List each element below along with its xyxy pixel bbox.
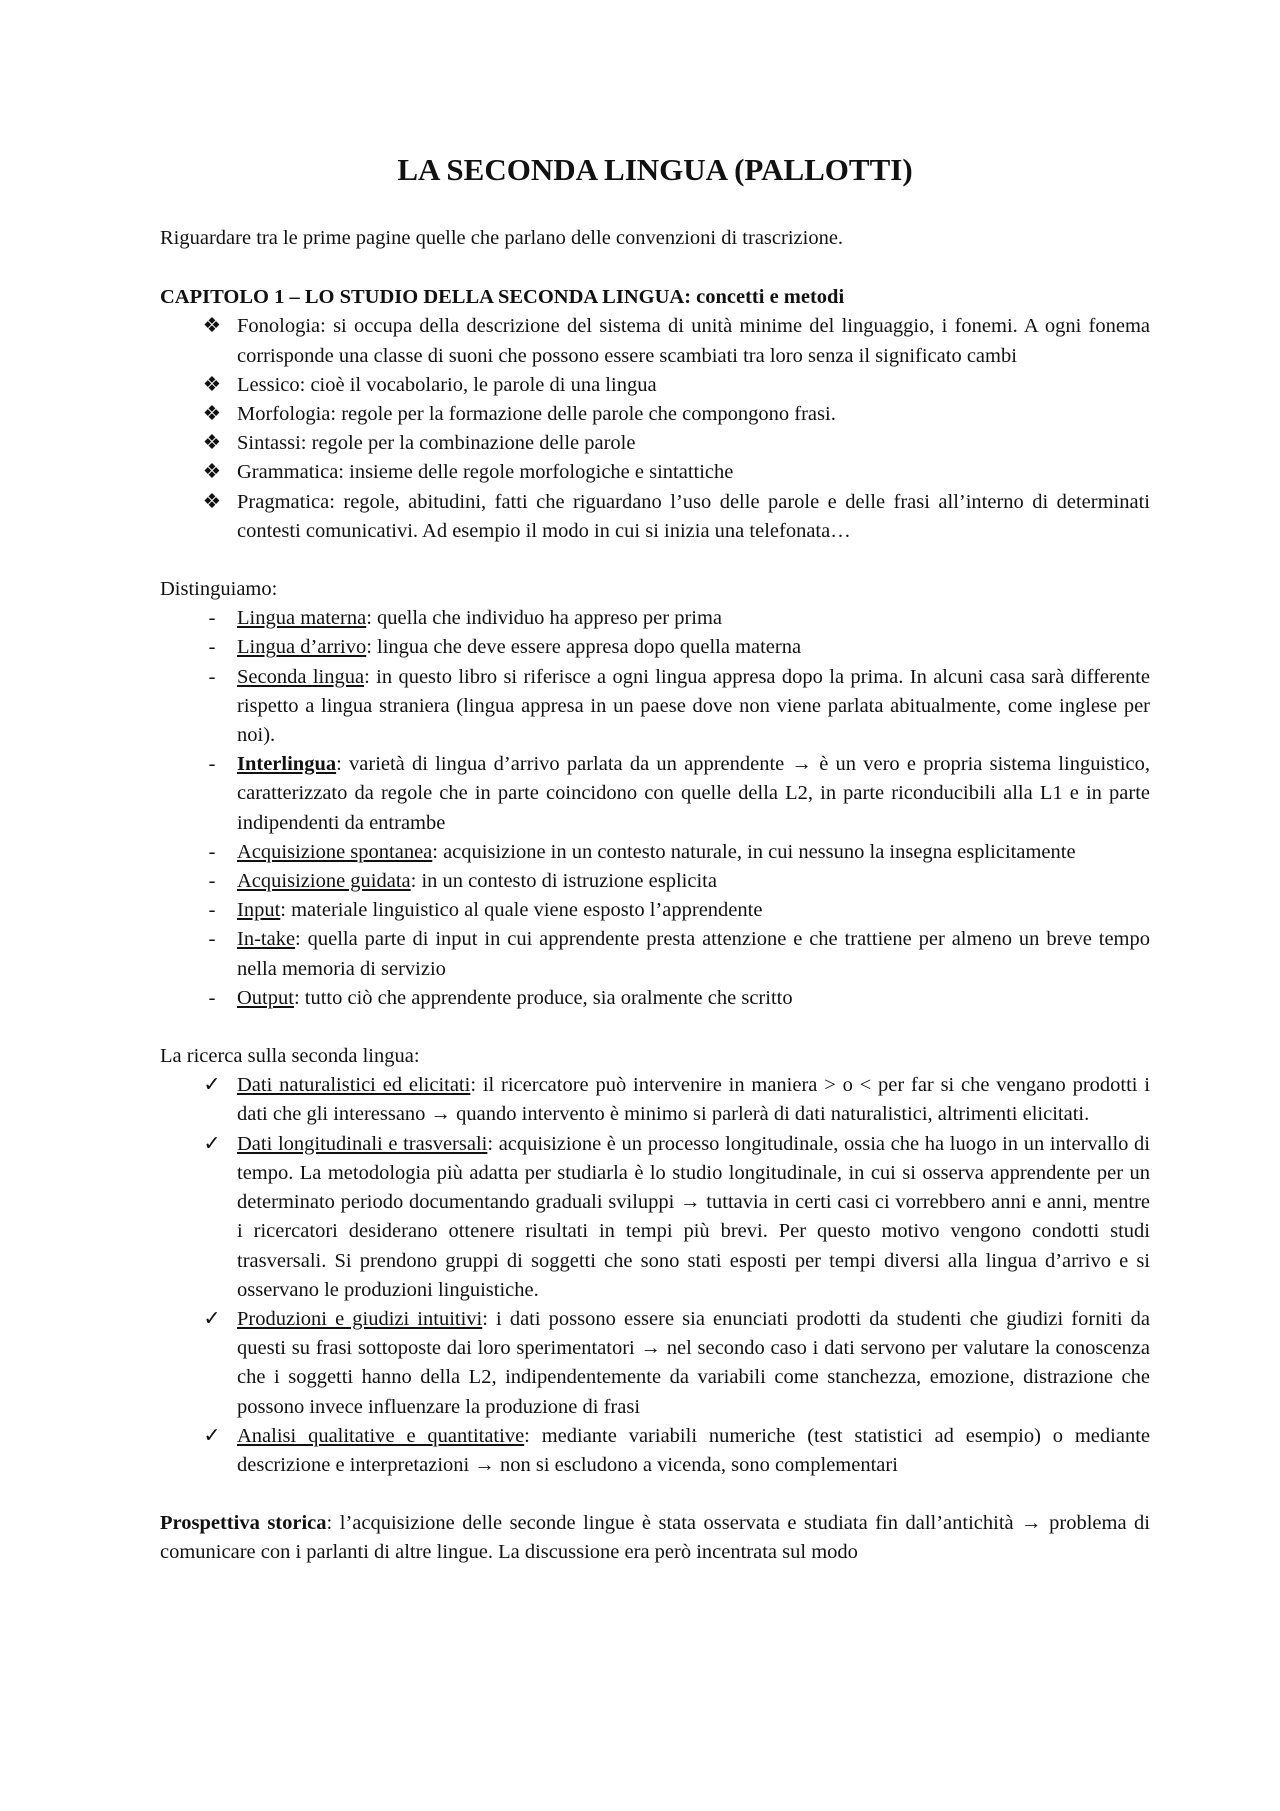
diamond-bullet-icon: ❖	[202, 315, 222, 338]
definitions-list	[160, 604, 1150, 1013]
diamond-bullet-icon: ❖	[202, 432, 222, 455]
list-item: - Acquisizione guidata: in un contesto di istruzione esplicita	[160, 867, 1150, 896]
list-item: - Lingua d’arrivo: lingua che deve essere appresa dopo quella materna	[160, 633, 1150, 662]
dash-bullet: -	[208, 607, 216, 630]
research-list	[160, 1071, 1150, 1480]
term: Lingua d’arrivo	[237, 636, 367, 659]
dash-bullet: -	[208, 753, 216, 776]
list-item: ✓ Dati naturalistici ed elicitati: il ricercatore può intervenire in maniera > o < per far si che vengano prodotti i dati che gli interessano → quando intervento è minimo si parlerà di dati naturalistici, altrimenti elicitati.	[160, 1071, 1150, 1129]
term: Lingua materna	[237, 607, 367, 630]
dash-bullet: -	[208, 665, 216, 688]
list-item: ✓ Produzioni e giudizi intuitivi: i dati possono essere sia enunciati prodotti da studenti che giudizi forniti da questi su frasi sottoposte dai loro sperimentatori → nel secondo caso i dati servono per valutare la conoscenza che i soggetti hanno della L2, indipendentemente da variabili come stanchezza, emozione, distrazione che possono invece influenzare la produzione di frasi	[160, 1305, 1150, 1422]
term: Seconda lingua	[237, 665, 365, 688]
term: In-take	[237, 928, 296, 951]
checkmark-bullet-icon: ✓	[203, 1074, 221, 1097]
chapter1-list	[160, 312, 1150, 546]
chapter-heading: CAPITOLO 1 – LO STUDIO DELLA SECONDA LINGUA: concetti e metodi	[160, 286, 845, 309]
dash-bullet: -	[208, 636, 216, 659]
list-item: ✓ Dati longitudinali e trasversali: acquisizione è un processo longitudinale, ossia che ha luogo in un intervallo di tempo. La metodologia più adatta per studiarla è lo studio longitudinale, in cui si osserva apprendente per un determinato periodo documentando graduali sviluppi → tuttavia in certi casi ci vorrebbero anni e anni, mentre i ricercatori desiderano ottenere risultati in tempi più brevi. Per questo motivo vengono condotti studi trasversali. Si prendono gruppi di soggetti che sono stati esposti per tempi diversi alla lingua d’arrivo e si osservano le produzioni linguistiche.	[160, 1130, 1150, 1305]
checkmark-bullet-icon: ✓	[203, 1424, 221, 1447]
term: Analisi qualitative e quantitative	[237, 1424, 525, 1447]
prospettiva-paragraph: Prospettiva storica: l’acquisizione delle seconde lingue è stata osservata e studiata fin dall’antichità → problema di comunicare con i parlanti di altre lingue. La discussione era però incentrata sul modo	[160, 1512, 1150, 1564]
list-item: - Lingua materna: quella che individuo ha appreso per prima	[160, 604, 1150, 633]
list-item: ❖ Sintassi: regole per la combinazione delle parole	[160, 429, 1150, 458]
document-page	[160, 150, 1150, 1568]
dash-bullet: -	[208, 899, 216, 922]
list-item: - Seconda lingua: in questo libro si riferisce a ogni lingua appresa dopo la prima. In alcuni casa sarà differente rispetto a lingua straniera (lingua appresa in un paese dove non viene parlata abitualmente, come inglese per noi).	[160, 663, 1150, 751]
diamond-bullet-icon: ❖	[202, 373, 222, 396]
term: Output	[237, 986, 294, 1009]
list-item: - Interlingua: varietà di lingua d’arrivo parlata da un apprendente → è un vero e propria sistema linguistico, caratterizzato da regole che in parte coincidono con quelle della L2, in parte riconducibili alla L1 e in parte indipendenti da entrambe	[160, 750, 1150, 838]
distinguiamo-intro: Distinguiamo:	[160, 578, 278, 601]
term: Produzioni e giudizi intuitivi	[237, 1307, 483, 1330]
diamond-bullet-icon: ❖	[202, 490, 222, 513]
list-item: ❖ Fonologia: si occupa della descrizione del sistema di unità minime del linguaggio, i fonemi. A ogni fonema corrisponde una classe di suoni che possono essere scambiati tra loro senza il significato cambi	[160, 312, 1150, 370]
checkmark-bullet-icon: ✓	[203, 1307, 221, 1330]
dash-bullet: -	[208, 928, 216, 951]
list-item: ❖ Morfologia: regole per la formazione delle parole che compongono frasi.	[160, 400, 1150, 429]
ricerca-intro: La ricerca sulla seconda lingua:	[160, 1045, 420, 1068]
term: Prospettiva storica	[160, 1512, 327, 1535]
term: Dati longitudinali e trasversali	[237, 1132, 488, 1155]
diamond-bullet-icon: ❖	[202, 461, 222, 484]
document-title: LA SECONDA LINGUA (PALLOTTI)	[397, 152, 913, 187]
checkmark-bullet-icon: ✓	[203, 1132, 221, 1155]
term: Acquisizione guidata	[237, 870, 411, 893]
list-item: - Output: tutto ciò che apprendente produce, sia oralmente che scritto	[160, 984, 1150, 1013]
term: Acquisizione spontanea	[237, 840, 433, 863]
list-item: ❖ Lessico: cioè il vocabolario, le parole di una lingua	[160, 371, 1150, 400]
term: Interlingua	[237, 753, 337, 776]
term: Input	[237, 899, 281, 922]
dash-bullet: -	[208, 986, 216, 1009]
intro-paragraph: Riguardare tra le prime pagine quelle che parlano delle convenzioni di trascrizione.	[160, 227, 844, 249]
list-item: - Input: materiale linguistico al quale viene esposto l’apprendente	[160, 896, 1150, 925]
term: Dati naturalistici ed elicitati	[237, 1074, 471, 1097]
dash-bullet: -	[208, 870, 216, 893]
list-item: - Acquisizione spontanea: acquisizione in un contesto naturale, in cui nessuno la insegna esplicitamente	[160, 838, 1150, 867]
list-item: ❖ Grammatica: insieme delle regole morfologiche e sintattiche	[160, 458, 1150, 487]
dash-bullet: -	[208, 840, 216, 863]
list-item: ✓ Analisi qualitative e quantitative: mediante variabili numeriche (test statistici ad esempio) o mediante descrizione e interpretazioni → non si escludono a vicenda, sono complementari	[160, 1422, 1150, 1480]
list-item: - In-take: quella parte di input in cui apprendente presta attenzione e che trattiene per almeno un breve tempo nella memoria di servizio	[160, 925, 1150, 983]
list-item: ❖ Pragmatica: regole, abitudini, fatti che riguardano l’uso delle parole e delle frasi all’interno di determinati contesti comunicativi. Ad esempio il modo in cui si inizia una telefonata…	[160, 488, 1150, 546]
diamond-bullet-icon: ❖	[202, 403, 222, 426]
